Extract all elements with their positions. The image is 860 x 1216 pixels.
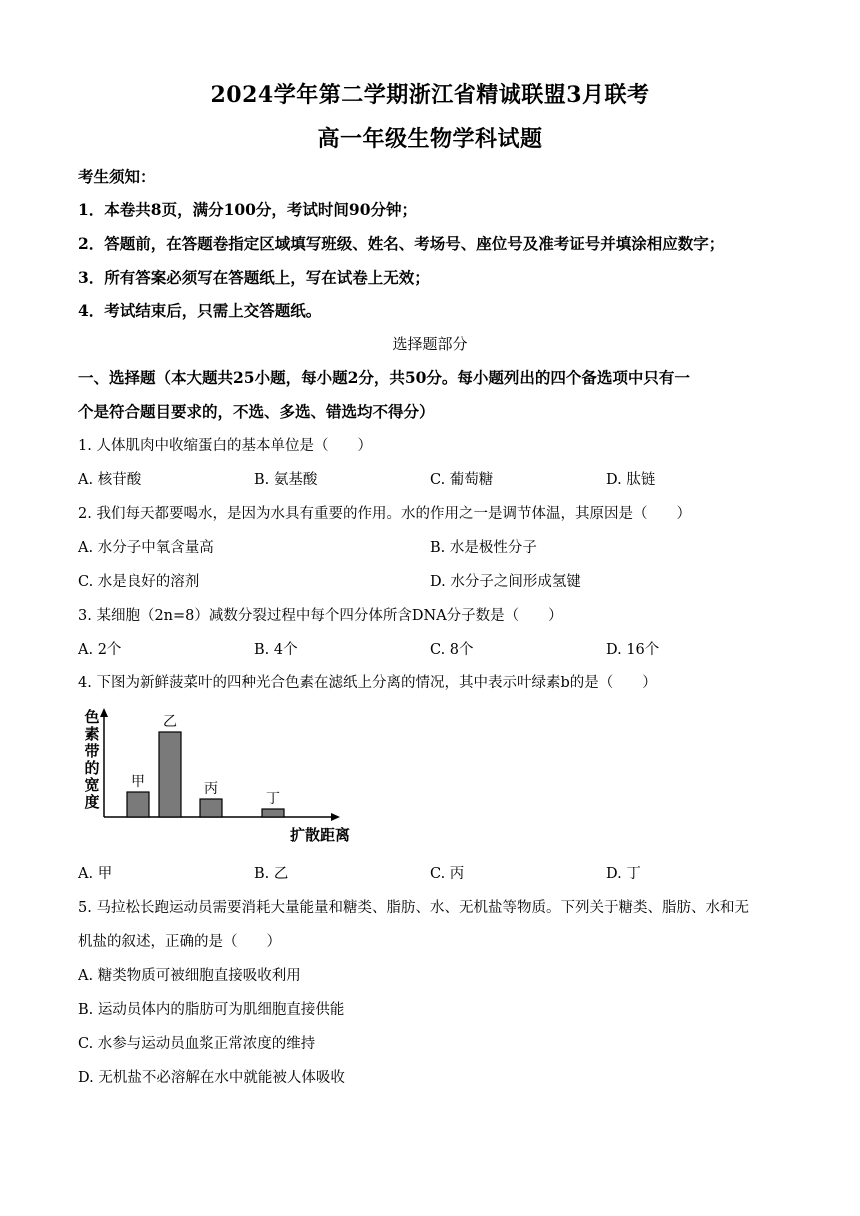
y-axis-arrow	[100, 708, 108, 717]
question-stem: 5. 马拉松长跑运动员需要消耗大量能量和糖类、脂肪、水、无机盐等物质。下列关于糖类、脂肪、水和无	[78, 900, 749, 916]
answer-option: A. 2个	[78, 642, 122, 658]
y-axis-label-char: 色	[84, 708, 100, 726]
answer-option: B. 氨基酸	[254, 472, 318, 488]
question-stem: 机盐的叙述，正确的是（ ）	[78, 934, 281, 950]
notice-item: 4．考试结束后，只需上交答题纸。	[78, 301, 322, 320]
answer-option: D. 水分子之间形成氢键	[430, 574, 581, 590]
answer-option: C. 水是良好的溶剂	[78, 574, 200, 590]
chart-bars	[127, 714, 284, 817]
answer-option: B. 水是极性分子	[430, 540, 537, 556]
answer-option: D. 肽链	[606, 472, 656, 488]
notice-heading: 考生须知：	[78, 167, 156, 186]
part-title: 选择题部分	[392, 335, 468, 353]
y-axis-label-char: 度	[84, 793, 100, 811]
exam-subtitle: 高一年级生物学科试题	[317, 126, 543, 152]
y-axis-label-char: 带	[84, 742, 100, 760]
notice-item: 3．所有答案必须写在答题纸上，写在试卷上无效；	[78, 268, 430, 287]
answer-option: A. 甲	[78, 866, 113, 882]
answer-option: C. 水参与运动员血浆正常浓度的维持	[78, 1036, 316, 1052]
chart-bar	[159, 732, 181, 817]
y-axis-label-char: 宽	[84, 776, 100, 794]
bar-label: 甲	[131, 774, 145, 790]
chart-bar	[127, 792, 149, 817]
pigment-bar-chart	[70, 700, 370, 850]
notice-item: 1．本卷共8页，满分100分，考试时间90分钟；	[78, 200, 417, 219]
question-stem: 3. 某细胞（2n=8）减数分裂过程中每个四分体所含DNA分子数是（ ）	[78, 608, 563, 624]
x-axis-arrow	[331, 813, 340, 821]
question-stem: 1. 人体肌肉中收缩蛋白的基本单位是（ ）	[78, 438, 372, 454]
section-instructions: 一、选择题（本大题共25小题，每小题2分，共50分。每小题列出的四个备选项中只有一	[78, 368, 690, 387]
chart-bar	[262, 809, 284, 817]
section-instructions: 个是符合题目要求的，不选、多选、错选均不得分）	[78, 402, 435, 421]
answer-option: A. 核苷酸	[78, 472, 142, 488]
exam-title: 2024学年第二学期浙江省精诚联盟3月联考	[210, 82, 650, 108]
answer-option: D. 无机盐不必溶解在水中就能被人体吸收	[78, 1070, 345, 1086]
question-stem: 2. 我们每天都要喝水，是因为水具有重要的作用。水的作用之一是调节体温，其原因是（ ）	[78, 506, 691, 522]
question-stem: 4. 下图为新鲜菠菜叶的四种光合色素在滤纸上分离的情况，其中表示叶绿素b的是（ ）	[78, 675, 657, 691]
y-axis-label	[83, 708, 99, 811]
bar-label: 乙	[163, 714, 177, 730]
y-axis-label-char: 的	[84, 759, 100, 777]
answer-option: C. 葡萄糖	[430, 472, 494, 488]
y-axis-label-char: 素	[84, 725, 100, 743]
answer-option: A. 水分子中氧含量高	[78, 540, 214, 556]
answer-option: C. 丙	[430, 866, 465, 882]
answer-option: B. 运动员体内的脂肪可为肌细胞直接供能	[78, 1002, 345, 1018]
notice-item: 2．答题前，在答题卷指定区域填写班级、姓名、考场号、座位号及准考证号并填涂相应数字；	[78, 234, 725, 253]
bar-label: 丙	[204, 781, 218, 797]
answer-option: B. 乙	[254, 866, 289, 882]
answer-option: A. 糖类物质可被细胞直接吸收利用	[78, 968, 301, 984]
answer-option: D. 丁	[606, 866, 641, 882]
answer-option: C. 8个	[430, 642, 474, 658]
chart-bar	[200, 799, 222, 817]
answer-option: D. 16个	[606, 642, 660, 658]
bar-label: 丁	[266, 791, 280, 807]
answer-option: B. 4个	[254, 642, 298, 658]
x-axis-label: 扩散距离	[289, 826, 351, 844]
